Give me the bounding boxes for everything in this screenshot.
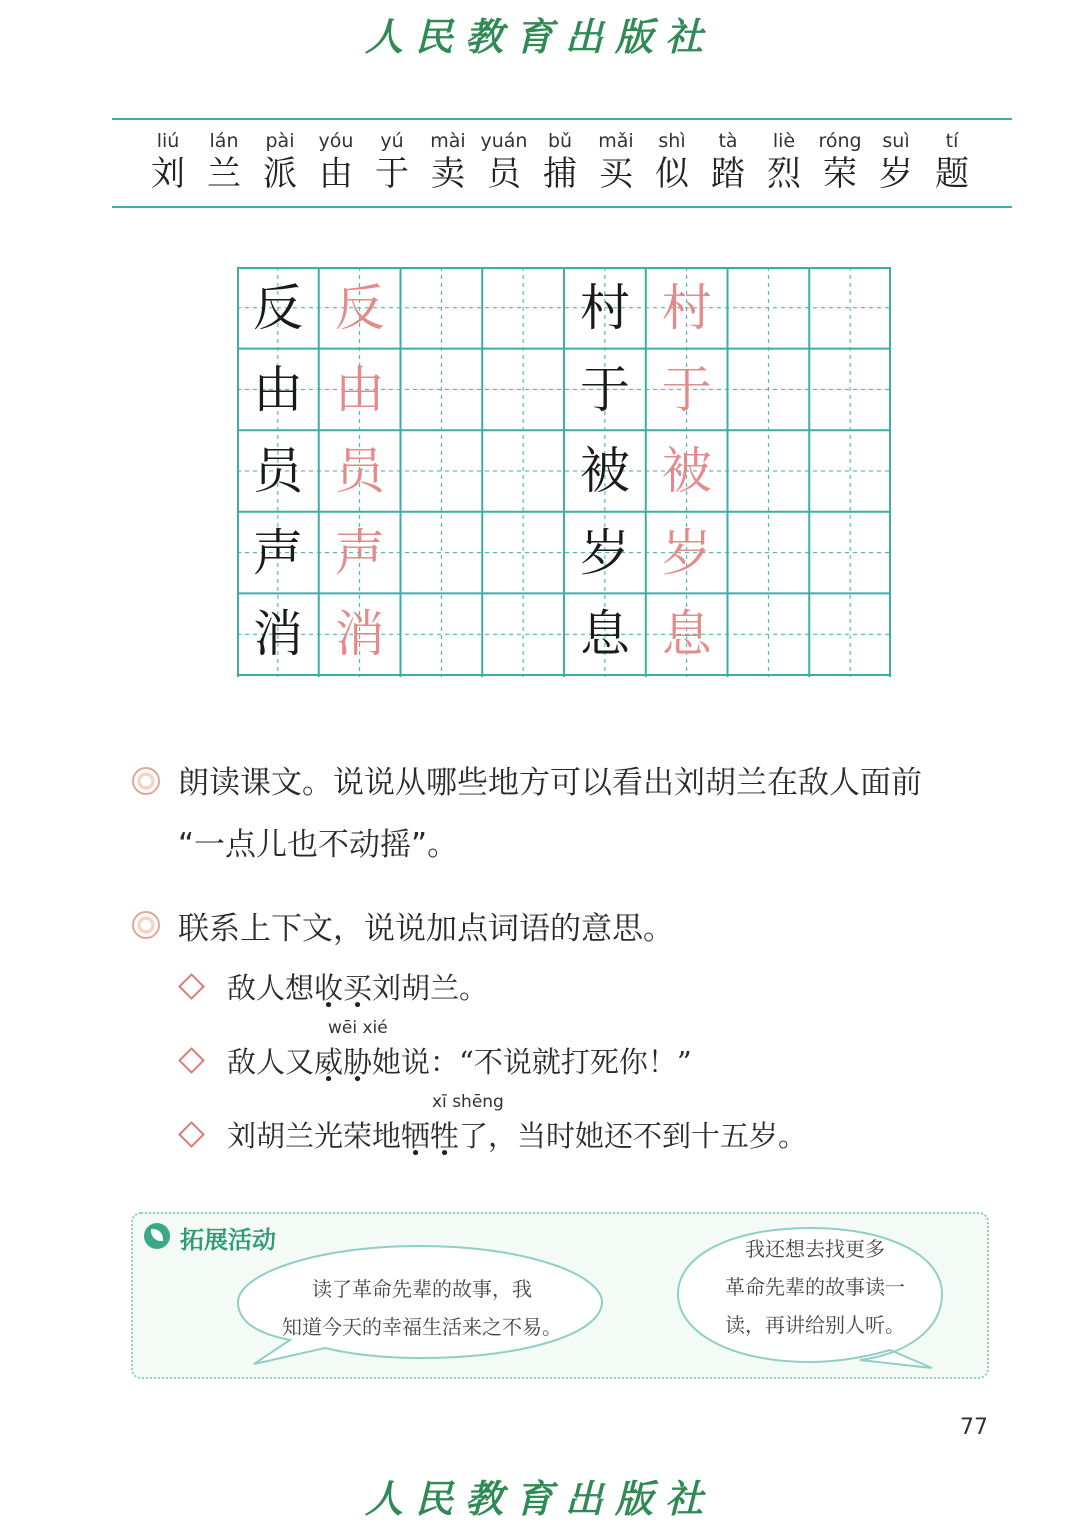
grid-trace-character: 岁 [661,523,712,582]
grid-trace-character: 消 [334,605,385,664]
question-2-text: 联系上下文，说说加点词语的意思。 [178,911,674,947]
vocab-pinyin: suì [882,130,910,152]
vocab-pinyin: shì [658,130,686,152]
vocab-character: 派 [263,154,297,194]
grid-trace-character: 被 [661,442,712,501]
grid-model-character: 声 [253,523,303,582]
vocab-item [476,128,532,194]
grid-model-character: 村 [580,279,630,337]
question-1-line1: 朗读课文。说说从哪些地方可以看出刘胡兰在敌人面前 [178,765,922,801]
vocab-character: 踏 [711,154,745,194]
vocab-pinyin: tí [945,130,959,152]
item-2 [182,1040,692,1081]
vocab-pinyin: liè [772,130,796,152]
item-2-pinyin: wēi xié [328,1018,388,1038]
vocab-item [420,128,476,194]
vocab-pinyin: tà [718,130,738,152]
item-1-text-d: 刘胡兰。 [372,971,489,1005]
question-icon [132,911,160,939]
vocab-character: 由 [319,154,353,194]
bubble-right-line2: 革命先辈的故事读一 [725,1275,905,1299]
bubble-left-text [262,1270,582,1346]
item-1-dotted-char: 买 [343,971,373,1005]
item-3 [182,1114,807,1155]
page-number: 77 [960,1415,988,1440]
vocab-character: 捕 [543,154,577,194]
grid-trace-character: 息 [661,605,712,664]
diamond-bullet-icon [178,1047,205,1074]
item-1-dotted-char: 收 [314,971,344,1005]
grid-model-character: 员 [253,442,303,501]
vocab-character: 岁 [879,154,913,194]
bubble-right-text [700,1230,930,1344]
grid-model-character: 由 [253,360,303,419]
vocab-item [700,128,756,194]
diamond-bullet-icon [178,973,205,1000]
vocab-character: 兰 [207,154,241,194]
vocab-item [196,128,252,194]
vocab-pinyin: yuán [480,130,528,152]
vocab-item [924,128,980,194]
grid-model-character: 被 [580,442,630,501]
question-icon [132,767,160,795]
item-3-dotted-char: 牲 [430,1119,460,1153]
vocab-character: 于 [375,154,409,194]
bubble-right-line1: 我还想去找更多 [745,1237,885,1261]
vocab-pinyin: lán [209,130,239,152]
vocab-bottom-rule [112,206,1012,208]
vocab-item [588,128,644,194]
vocab-character: 似 [655,154,689,194]
item-3-text-d: 了，当时她还不到十五岁。 [459,1119,808,1153]
vocab-pinyin: mài [430,130,466,152]
item-3-text-a: 刘胡兰光荣地 [227,1119,402,1153]
vocab-item [140,128,196,194]
vocab-pinyin: yú [380,130,404,152]
vocab-item [364,128,420,194]
vocab-character: 卖 [431,154,465,194]
vocab-pinyin: róng [818,130,862,152]
vocab-item [868,128,924,194]
vocab-item [308,128,364,194]
vocab-pinyin: mǎi [598,130,634,152]
grid-model-character: 反 [253,279,303,337]
grid-trace-character: 于 [661,360,712,419]
vocab-pinyin: pài [265,130,295,152]
vocab-character: 荣 [823,154,857,194]
vocab-row [140,128,980,194]
grid-model-character: 岁 [580,523,630,582]
bubble-left-line2: 知道今天的幸福生活来之不易。 [282,1315,562,1339]
item-2-dotted-char: 威 [314,1045,344,1079]
item-3-pinyin: xī shēng [432,1092,504,1112]
grid-trace-character: 村 [661,279,712,337]
vocab-character: 烈 [767,154,801,194]
item-2-text-a: 敌人又 [227,1045,315,1079]
vocab-pinyin: liú [156,130,180,152]
grid-trace-character: 反 [334,279,385,337]
item-1-text-a: 敌人想 [227,971,315,1005]
vocab-character: 刘 [151,154,185,194]
vocab-character: 员 [487,154,521,194]
vocab-character: 题 [935,154,969,194]
vocab-item [756,128,812,194]
writing-grid [237,267,891,677]
diamond-bullet-icon [178,1121,205,1148]
grid-model-character: 于 [580,360,630,419]
leaf-icon [144,1223,170,1249]
vocab-item [532,128,588,194]
item-1 [182,966,488,1007]
item-2-text-d: 她说：“不说就打死你！” [372,1045,692,1079]
extension-title: 拓展活动 [180,1226,276,1254]
publisher-logo-bottom: 人民教育出版社 [364,1476,715,1521]
grid-model-character: 息 [580,605,630,664]
vocab-pinyin: yóu [318,130,354,152]
question-1-line2: “一点儿也不动摇”。 [178,827,459,863]
grid-trace-character: 声 [334,523,385,582]
vocab-item [644,128,700,194]
publisher-logo-top: 人民教育出版社 [364,14,715,59]
vocab-top-rule [112,118,1012,120]
vocab-character: 买 [599,154,633,194]
vocab-item [812,128,868,194]
grid-model-character: 消 [253,605,303,664]
item-3-dotted-char: 牺 [401,1119,431,1153]
grid-trace-character: 员 [334,442,385,501]
bubble-right-line3: 读，再讲给别人听。 [725,1313,905,1337]
grid-trace-character: 由 [334,360,385,419]
vocab-item [252,128,308,194]
bubble-left-line1: 读了革命先辈的故事，我 [312,1277,532,1301]
item-2-dotted-char: 胁 [343,1045,373,1079]
vocab-pinyin: bǔ [547,130,573,152]
